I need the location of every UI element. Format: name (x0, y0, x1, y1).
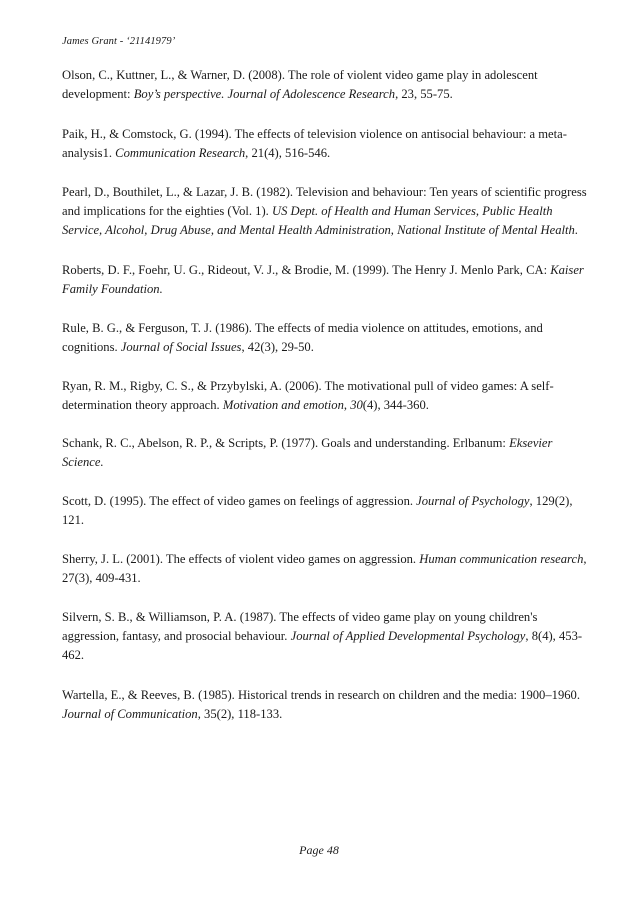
reference-text: , 8(4), 453-462. (62, 629, 583, 662)
reference-italic-text: Journal of Communication (62, 707, 198, 721)
reference-italic-text: Kaiser Family Foundation. (62, 263, 584, 296)
reference-entry (62, 377, 592, 415)
reference-text: Olson, C., Kuttner, L., & Warner, D. (2008). The role of violent video game play in adolescent development: (62, 68, 538, 101)
reference-entry (62, 550, 592, 588)
reference-text: , 129(2), 121. (62, 494, 573, 527)
reference-text: . (574, 223, 578, 237)
reference-text: Scott, D. (1995). The effect of video games on feelings of aggression. (62, 494, 417, 508)
reference-italic-text: US Dept. of Health and Human Services, Public Health Service, Alcohol, Drug Abuse, and Mental Health Administration, National Institute of Mental Health (62, 204, 575, 237)
page-number: Page 48 (299, 843, 339, 857)
reference-entry (62, 686, 592, 724)
reference-text: Schank, R. C., Abelson, R. P., & Scripts, P. (1977). Goals and understanding. Erlbanum: (62, 436, 510, 450)
reference-text: Pearl, D., Bouthilet, L., & Lazar, J. B. (1982). Television and behaviour: Ten years of scientific progress and implications for the eighties (Vol. 1). (62, 185, 587, 218)
reference-entry (62, 183, 592, 240)
reference-entry (62, 66, 592, 104)
reference-text: Roberts, D. F., Foehr, U. G., Rideout, V. J., & Brodie, M. (1999). The Henry J. Menlo Park, CA: (62, 263, 551, 277)
reference-italic-text: Journal of Applied Developmental Psychology (290, 629, 526, 643)
reference-entry (62, 261, 592, 299)
running-header: James Grant - ‘21141979’ (62, 36, 176, 47)
reference-entry (62, 608, 592, 665)
reference-text: , 23, 55-75. (395, 87, 453, 101)
reference-text: (4), 344-360. (362, 398, 429, 412)
reference-entry (62, 434, 592, 472)
reference-text: Silvern, S. B., & Williamson, P. A. (1987). The effects of video game play on young children's aggression, fantasy, and prosocial behaviour. (62, 610, 538, 643)
reference-entry (62, 492, 592, 530)
reference-entry (62, 319, 592, 357)
reference-text: Paik, H., & Comstock, G. (1994). The effects of television violence on antisocial behaviour: a meta-analysis1. (62, 127, 567, 160)
reference-text: Ryan, R. M., Rigby, C. S., & Przybylski, A. (2006). The motivational pull of video games: A self-determination theory approach. (62, 379, 554, 412)
reference-italic-text: Human communication research (419, 552, 584, 566)
reference-text: , 42(3), 29-50. (241, 340, 314, 354)
reference-italic-text: Boy’s perspective. Journal of Adolescence Research (133, 87, 396, 101)
reference-entry (62, 125, 592, 163)
reference-italic-text: Journal of Social Issues (120, 340, 242, 354)
reference-italic-text: Journal of Psychology (416, 494, 530, 508)
reference-text: Wartella, E., & Reeves, B. (1985). Historical trends in research on children and the media: 1900–1960. (62, 688, 580, 702)
reference-text: , 21(4), 516-546. (245, 146, 331, 160)
reference-text: , 27(3), 409-431. (62, 552, 587, 585)
reference-italic-text: 30 (350, 398, 363, 412)
reference-italic-text: Motivation and emotion (222, 398, 344, 412)
reference-text: Sherry, J. L. (2001). The effects of violent video games on aggression. (62, 552, 420, 566)
reference-italic-text: Communication Research (115, 146, 246, 160)
reference-italic-text: Eksevier Science. (62, 436, 553, 469)
reference-text: , (343, 398, 351, 412)
reference-text: Rule, B. G., & Ferguson, T. J. (1986). The effects of media violence on attitudes, emotions, and cognitions. (62, 321, 543, 354)
reference-text: , 35(2), 118-133. (197, 707, 283, 721)
